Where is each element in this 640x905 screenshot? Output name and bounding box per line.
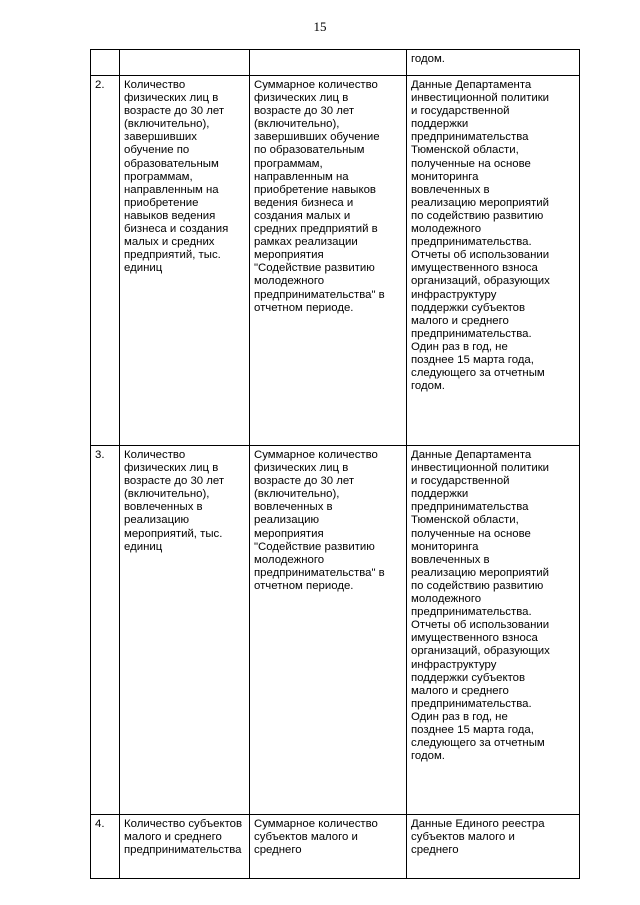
table-row [91, 446, 580, 815]
indicator-name-cell: Количество физических лиц в возрасте до 30 лет (включительно), вовлеченных в реализацию мероприятий, тыс. единиц [120, 446, 250, 815]
row-number-cell: 4. [91, 815, 120, 879]
table-row [91, 815, 580, 879]
table-row [91, 76, 580, 446]
table-row [91, 50, 580, 76]
indicator-name-cell: Количество физических лиц в возрасте до 30 лет (включительно), завершивших обучение по образовательным программам, направленным на приобретение навыков ведения бизнеса и создания малых и средних предприятий, тыс. единиц [120, 76, 250, 446]
indicators-table [90, 49, 580, 879]
row-number-cell [91, 50, 120, 76]
indicator-name-cell: Количество субъектов малого и среднего предпринимательства [120, 815, 250, 879]
calculation-method-cell: Суммарное количество субъектов малого и среднего [250, 815, 407, 879]
data-source-cell: Данные Единого реестра субъектов малого и среднего [407, 815, 580, 879]
calculation-method-cell [250, 50, 407, 76]
row-number-cell: 2. [91, 76, 120, 446]
indicator-name-cell [120, 50, 250, 76]
page-number: 15 [313, 19, 327, 34]
data-source-cell: годом. [407, 50, 580, 76]
data-source-cell: Данные Департамента инвестиционной политики и государственной поддержки предпринимательства Тюменской области, полученные на основе мониторинга вовлеченных в реализацию мероприятий по содействию развитию молодежного предпринимательства. Отчеты об использовании имущественного взноса организаций, образующих инфраструктуру поддержки субъектов малого и среднего предпринимательства. Один раз в год, не позднее 15 марта года, следующего за отчетным годом. [407, 76, 580, 446]
calculation-method-cell: Суммарное количество физических лиц в возрасте до 30 лет (включительно), завершивших обучение по образовательным программам, направленным на приобретение навыков ведения бизнеса и создания малых и средних предприятий в рамках реализации мероприятия "Содействие развитию молодежного предпринимательства" в отчетном периоде. [250, 76, 407, 446]
data-source-cell: Данные Департамента инвестиционной политики и государственной поддержки предпринимательства Тюменской области, полученные на основе мониторинга вовлеченных в реализацию мероприятий по содействию развитию молодежного предпринимательства. Отчеты об использовании имущественного взноса организаций, образующих инфраструктуру поддержки субъектов малого и среднего предпринимательства. Один раз в год, не позднее 15 марта года, следующего за отчетным годом. [407, 446, 580, 815]
calculation-method-cell: Суммарное количество физических лиц в возрасте до 30 лет (включительно), вовлеченных в реализацию мероприятия "Содействие развитию молодежного предпринимательства" в отчетном периоде. [250, 446, 407, 815]
row-number-cell: 3. [91, 446, 120, 815]
